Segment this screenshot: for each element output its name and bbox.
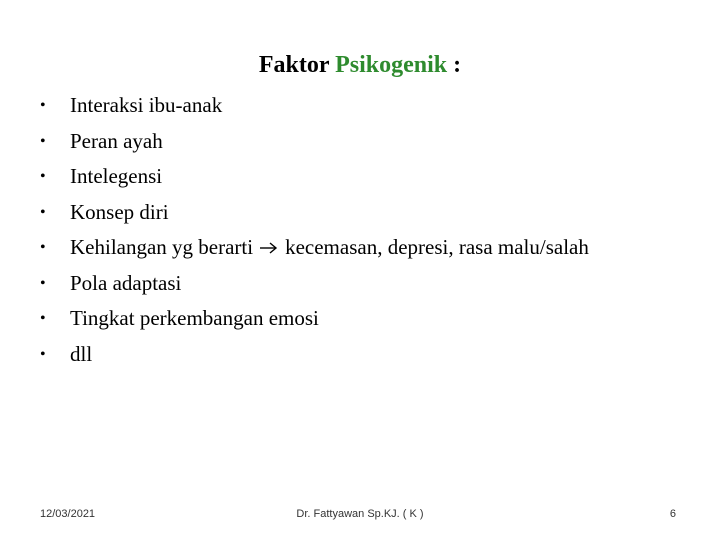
list-item-text-after: kecemasan, depresi, rasa malu/salah bbox=[285, 235, 589, 259]
bullet-icon: • bbox=[40, 203, 46, 221]
bullet-icon: • bbox=[40, 239, 46, 256]
list-item bbox=[40, 124, 589, 160]
list-item-text: Peran ayah bbox=[70, 128, 163, 153]
list-item-text: Interaksi ibu-anak bbox=[70, 93, 223, 117]
footer-author: Dr. Fattyawan Sp.KJ. ( K ) bbox=[296, 508, 424, 520]
footer-date: 12/03/2021 bbox=[40, 508, 96, 520]
list-item-text-before: Kehilangan yg berarti bbox=[70, 235, 254, 259]
list-item bbox=[40, 195, 589, 231]
list-item bbox=[40, 337, 589, 373]
bullet-icon: • bbox=[40, 97, 46, 114]
title-suffix: : bbox=[447, 52, 462, 78]
bullet-icon: • bbox=[40, 132, 46, 150]
list-item bbox=[40, 230, 589, 266]
page-number: 6 bbox=[669, 508, 676, 520]
bullet-icon: • bbox=[40, 345, 46, 363]
list-item bbox=[40, 159, 589, 195]
list-item bbox=[40, 88, 589, 124]
list-item-text: Intelegensi bbox=[70, 164, 163, 188]
list-item-text: Pola adaptasi bbox=[70, 270, 182, 295]
list-item bbox=[40, 301, 589, 337]
list-item-text: dll bbox=[70, 341, 93, 366]
title-accent: Psikogenik bbox=[335, 52, 448, 78]
list-item-text: Tingkat perkembangan emosi bbox=[70, 306, 319, 330]
bullet-list bbox=[40, 88, 589, 372]
slide-title bbox=[0, 52, 720, 79]
title-prefix: Faktor bbox=[258, 52, 336, 78]
bullet-icon: • bbox=[40, 168, 46, 185]
right-arrow-icon bbox=[259, 241, 279, 255]
list-item-text: Konsep diri bbox=[70, 199, 169, 224]
bullet-icon: • bbox=[40, 310, 46, 327]
bullet-icon: • bbox=[40, 274, 46, 292]
list-item bbox=[40, 266, 589, 302]
